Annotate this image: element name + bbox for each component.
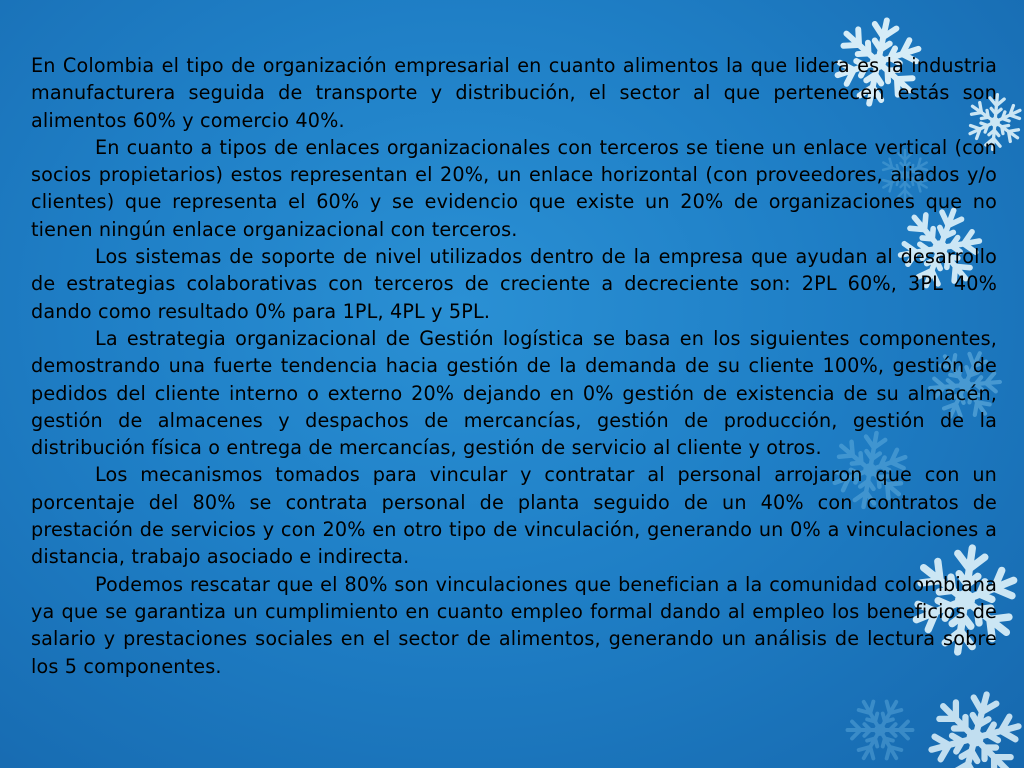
paragraph-organizational-links: En cuanto a tipos de enlaces organizacionales con terceros se tiene un enlace vertical (con socios propietarios) estos representan el 20%, un enlace horizontal (con proveedores, aliados y/o clientes) que representa el 60% y se evidencio que existe un 20% de organizaciones que no tienen ningún enlace organizacional con terceros.	[31, 135, 997, 241]
body-text	[31, 52, 997, 680]
snowflake-icon	[920, 683, 1024, 768]
snowflake-icon	[836, 686, 925, 768]
paragraph-organization-type: En Colombia el tipo de organización empresarial en cuanto alimentos la que lidera es la industria manufacturera seguida de transporte y distribución, el sector al que pertenecen estás son alimentos 60% y comercio 40%.	[31, 54, 997, 132]
paragraph-support-systems: Los sistemas de soporte de nivel utilizados dentro de la empresa que ayudan al desarrollo de estrategias colaborativas con terceros de creciente a decreciente son: 2PL 60%, 3PL 40% dando como resultado 0% para 1PL, 4PL y 5PL.	[31, 245, 997, 323]
paragraph-conclusion: Podemos rescatar que el 80% son vinculaciones que benefician a la comunidad colombiana ya que se garantiza un cumplimiento en cuanto empleo formal dando al empleo los beneficios de salario y prestaciones sociales en el sector de alimentos, generando un análisis de lectura sobre los 5 componentes.	[31, 572, 997, 678]
paragraph-logistics-strategy: La estrategia organizacional de Gestión logística se basa en los siguientes componentes, demostrando una fuerte tendencia hacia gestión de la demanda de su cliente 100%, gestión de pedidos del cliente interno o externo 20% dejando en 0% gestión de existencia de su almacén, gestión de almacenes y despachos de mercancías, gestión de producción, gestión de la distribución física o entrega de mercancías, gestión de servicio al cliente y otros.	[31, 326, 997, 460]
paragraph-hiring-mechanisms: Los mecanismos tomados para vincular y contratar al personal arrojaron que con un porcentaje del 80% se contrata personal de planta seguido de un 40% con contratos de prestación de servicios y con 20% en otro tipo de vinculación, generando un 0% a vinculaciones a distancia, trabajo asociado e indirecta.	[31, 463, 997, 569]
